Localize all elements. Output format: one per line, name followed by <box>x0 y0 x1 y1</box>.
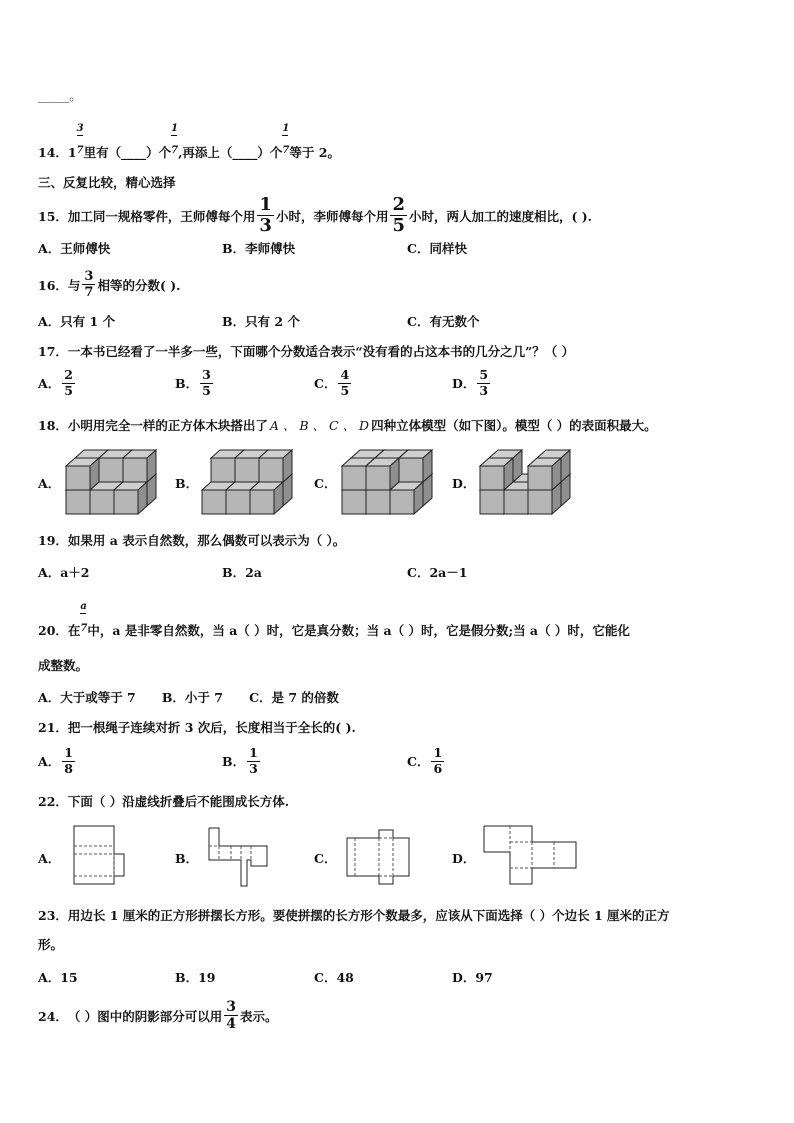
question-24 <box>38 1000 278 1031</box>
cube-block <box>66 458 99 490</box>
option-a[interactable]: A．王师傅快 <box>38 241 111 256</box>
question-text-continued: 成整数。 <box>38 658 89 673</box>
option-c[interactable]: C． $\frac{4}{5}$ <box>314 367 350 398</box>
question-number: 16． <box>38 277 68 293</box>
question-text: ,再添上（____）个 <box>178 145 283 160</box>
question-number: 22． <box>38 794 68 809</box>
question-text: 一本书已经看了一半多一些，下面哪个分数适合表示“没有看的占这本书的几分之几”？（ ） <box>67 344 575 359</box>
question-text: 如果用 a 表示自然数，那么偶数可以表示为（ ）。 <box>67 533 346 548</box>
net-b <box>205 826 275 888</box>
question-text: （ ）图中的阴影部分可以用 <box>67 1008 223 1024</box>
option-b[interactable]: B．只有 2 个 <box>222 314 300 329</box>
cube-model-c <box>340 446 432 516</box>
question-text: 把一根绳子连续对折 3 次后，长度相当于全长的( ). <box>67 720 356 735</box>
question-18 <box>38 416 657 434</box>
cube-block <box>480 458 513 490</box>
question-text: 等于 2。 <box>289 145 340 160</box>
question-19 <box>38 531 345 549</box>
question-text: 下面（ ）沿虚线折叠后不能围成长方体. <box>67 794 290 809</box>
question-text: 小时，李师傅每个用 <box>275 208 389 224</box>
question-20 <box>38 600 630 639</box>
fraction: $\frac{3}{4}$ <box>226 999 237 1032</box>
question-number: 15． <box>38 208 68 224</box>
question-22 <box>38 792 289 810</box>
option-c[interactable]: C． $\frac{1}{6}$ <box>407 745 443 776</box>
question-number: 17． <box>38 344 68 359</box>
question-number: 23． <box>38 908 68 923</box>
option-d[interactable]: D． $\frac{5}{3}$ <box>452 367 489 398</box>
top-blank: _____。 <box>38 88 82 103</box>
fraction: $\frac{1}{3}$ <box>249 745 258 776</box>
question-number: 20． <box>38 623 68 638</box>
cube-block <box>114 482 147 514</box>
cube-block <box>259 450 292 482</box>
cube-model-d <box>478 450 570 516</box>
cube-block <box>399 450 432 482</box>
question-text: 中，a 是非零自然数，当 a（ ）时，它是真分数；当 a（ ）时，它是假分数;当 a（ ）时，它能化 <box>87 623 630 638</box>
section-heading: 三、反复比较，精心选择 <box>38 175 176 190</box>
fraction: $\frac{3}{5}$ <box>202 367 211 398</box>
net-c <box>345 828 413 888</box>
question-16 <box>38 270 181 299</box>
fraction: $\frac{1}{3}$ <box>259 194 272 236</box>
cube-block <box>123 450 156 482</box>
option-b[interactable]: B．19 <box>175 970 216 985</box>
option-b[interactable]: B．李师傅快 <box>222 241 296 256</box>
fraction: $\frac{2}{5}$ <box>392 194 405 236</box>
question-text: 用边长 1 厘米的正方形拼摆长方形。要使拼摆的长方形个数最多，应该从下面选择（ ）个边长 1 厘米的正方 <box>67 908 670 923</box>
option-d[interactable]: D． <box>452 851 476 866</box>
option-c[interactable]: C．2a－1 <box>407 565 468 580</box>
net-a <box>70 824 130 888</box>
option-a[interactable]: A．a＋2 <box>38 565 90 580</box>
option-a[interactable]: A． <box>38 476 61 491</box>
fraction: $\frac{1}{6}$ <box>433 745 443 776</box>
options-line[interactable]: A．大于或等于 7 B．小于 7 C．是 7 的倍数 <box>38 690 339 705</box>
unit-fraction: $\frac{1}{^7}$ <box>282 122 290 156</box>
model-letters: A 、 B 、 C 、 D <box>269 418 370 433</box>
question-14 <box>38 122 340 161</box>
question-text: 小时，两人加工的速度相比，( ). <box>409 208 593 224</box>
option-b[interactable]: B．2a <box>222 565 262 580</box>
option-c[interactable]: C． <box>314 476 337 491</box>
net-d <box>480 822 580 886</box>
question-number: 24． <box>38 1008 68 1024</box>
cube-model-a <box>64 450 154 516</box>
option-c[interactable]: C．有无数个 <box>407 314 480 329</box>
fraction: $\frac{5}{3}$ <box>479 367 489 398</box>
question-number: 19． <box>38 533 68 548</box>
option-a[interactable]: A．15 <box>38 970 78 985</box>
option-d[interactable]: D．97 <box>452 970 493 985</box>
question-number: 21． <box>38 720 68 735</box>
question-17 <box>38 342 574 360</box>
question-text: 相等的分数( ). <box>97 277 181 293</box>
cube-block <box>528 458 561 490</box>
question-text: 四种立体模型（如下图）。模型（ ）的表面积最大。 <box>371 418 657 433</box>
option-c[interactable]: C．同样快 <box>407 241 467 256</box>
fraction: $\frac{3}{7}$ <box>84 269 94 300</box>
question-number: 18． <box>38 418 68 433</box>
option-c[interactable]: C． <box>314 851 337 866</box>
question-23 <box>38 906 670 924</box>
unit-fraction: $\frac{1}{^7}$ <box>171 122 179 156</box>
option-b[interactable]: B． $\frac{1}{3}$ <box>222 745 258 776</box>
option-a[interactable]: A． <box>38 851 61 866</box>
cube-block <box>250 482 283 514</box>
cube-block <box>366 458 399 490</box>
question-text: 与 <box>67 277 81 293</box>
question-text: 在 <box>67 623 81 638</box>
option-b[interactable]: B． <box>175 476 199 491</box>
fraction: $\frac{1}{8}$ <box>64 745 73 776</box>
question-text: 表示。 <box>240 1008 278 1024</box>
option-b[interactable]: B． <box>175 851 199 866</box>
question-text: 里有（____）个 <box>83 145 172 160</box>
question-21 <box>38 718 356 736</box>
fraction: $\frac{2}{5}$ <box>64 367 73 398</box>
option-a[interactable]: A． $\frac{1}{8}$ <box>38 745 73 776</box>
question-text: 加工同一规格零件，王师傅每个用 <box>67 208 256 224</box>
option-b[interactable]: B． $\frac{3}{5}$ <box>175 367 211 398</box>
mixed-whole: 1 <box>67 144 77 160</box>
question-number: 14． <box>38 145 68 160</box>
option-c[interactable]: C．48 <box>314 970 354 985</box>
mixed-fraction: $\frac{3}{^7}$ <box>76 122 84 156</box>
cube-model-b <box>200 450 292 516</box>
fraction: $\frac{4}{5}$ <box>340 367 350 398</box>
option-a[interactable]: A． $\frac{2}{5}$ <box>38 367 73 398</box>
question-15 <box>38 196 592 235</box>
question-text: 小明用完全一样的正方体木块搭出了 <box>67 418 268 433</box>
cube-block <box>390 482 423 514</box>
question-text-continued: 形。 <box>38 937 64 952</box>
option-a[interactable]: A．只有 1 个 <box>38 314 116 329</box>
option-d[interactable]: D． <box>452 476 476 491</box>
fraction-a-over-7: $\frac{a}{^7}$ <box>80 600 88 634</box>
